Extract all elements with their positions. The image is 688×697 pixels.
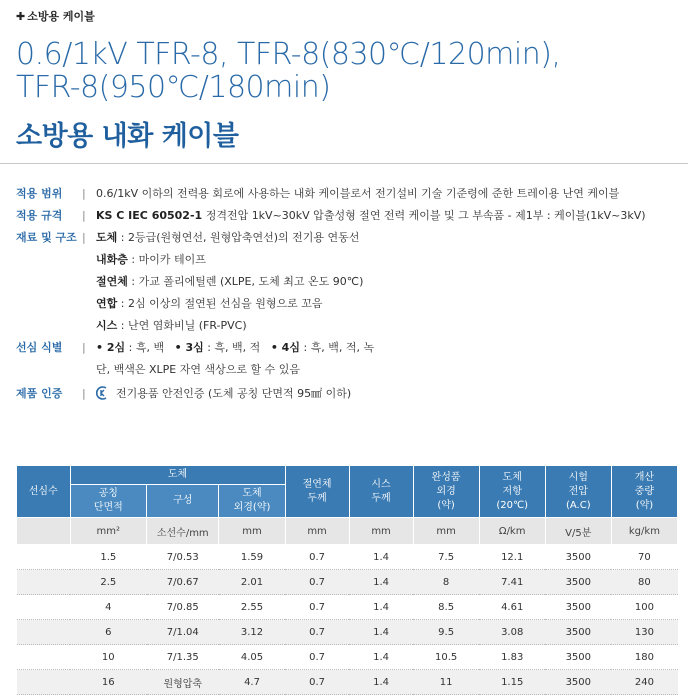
table-cell: 3500 xyxy=(545,570,611,595)
standard-code: KS C IEC 60502-1 xyxy=(96,209,203,222)
breadcrumb-label: 소방용 케이블 xyxy=(27,10,95,23)
table-cell: 0.7 xyxy=(285,670,349,695)
table-cell: 3500 xyxy=(545,620,611,645)
table-cell: 80 xyxy=(611,570,677,595)
spec-table xyxy=(16,465,678,695)
table-cell: 8.5 xyxy=(413,595,479,620)
table-cell: 1.4 xyxy=(349,545,413,570)
table-cell: 7.5 xyxy=(413,545,479,570)
table-cell: 1.83 xyxy=(479,645,545,670)
table-cell xyxy=(17,545,71,570)
table-cell: 0.7 xyxy=(285,545,349,570)
table-cell: 3500 xyxy=(545,595,611,620)
table-cell: 1.4 xyxy=(349,620,413,645)
table-cell: 130 xyxy=(611,620,677,645)
table-cell: 0.7 xyxy=(285,595,349,620)
table-cell: 7/0.85 xyxy=(147,595,219,620)
core-note: 단, 백색은 XLPE 자연 색상으로 할 수 있음 xyxy=(96,363,300,376)
table-cell: 1.4 xyxy=(349,595,413,620)
table-row xyxy=(17,645,678,670)
table-cell xyxy=(17,645,71,670)
col-outer-dia: 완성품 외경 (약) xyxy=(413,466,479,518)
spec-label: 재료 및 구조 xyxy=(16,231,77,244)
table-cell: 4.7 xyxy=(219,670,285,695)
table-cell: 7.41 xyxy=(479,570,545,595)
spec-material: 재료 및 구조 | 도체 : 2등급(원형연선, 원형압축연선)의 전기용 연동선 xyxy=(16,227,676,249)
table-cell: 2.55 xyxy=(219,595,285,620)
table-cell: 1.4 xyxy=(349,645,413,670)
spec-label: 제품 인증 xyxy=(16,387,63,400)
spec-scope: 적용 범위 | 0.6/1kV 이하의 전력용 회로에 사용하는 내화 케이블로서 전기설비 기술 기준령에 준한 트레이용 난연 케이블 xyxy=(16,183,676,205)
table-cell xyxy=(17,570,71,595)
cert-text: 전기용품 안전인증 (도체 공칭 단면적 95㎟ 이하) xyxy=(116,387,352,400)
table-cell: 7/1.35 xyxy=(147,645,219,670)
table-cell: 3.12 xyxy=(219,620,285,645)
table-cell: 10 xyxy=(70,645,147,670)
table-row xyxy=(17,595,678,620)
spec-list: 적용 범위 | 0.6/1kV 이하의 전력용 회로에 사용하는 내화 케이블로서 전기설비 기술 기준령에 준한 트레이용 난연 케이블 적용 규격 | KS C IEC 60502-1 정격전압 1kV~30kV 압출성형 절연 전력 케이블 및 그 부속품 - 제1부 : 케이블(1kV~3kV) 재료 및 구조 | 도체 : 2등급(원형연선, 원형압축연선)의 전기용 연동선 내화층 : 마이카 테이프 절연체 : 가교 폴리에틸렌 (XLPE, 도체 최고 온도 90℃) 연합 : 2심 이상의 절연된 선심을 원형으로 꼬음 시스 : 난연 염화비닐 (FR-PVC) 선심 식별 | • 2심 : 흑, 백 • 3심 : 흑, 백, 적 • 4심 : 흑, 백, 적, 녹 단, 백색은 XLPE 자연 색상으로 할 수 있음 제품 인증 | 전기용품 안전인증 (도체 공칭 단면적 95㎟ 이하) xyxy=(16,183,676,405)
table-cell: 2.01 xyxy=(219,570,285,595)
table-cell: 4 xyxy=(70,595,147,620)
table-cell: 8 xyxy=(413,570,479,595)
table-cell: 100 xyxy=(611,595,677,620)
table-cell: 3500 xyxy=(545,670,611,695)
spec-standard: 적용 규격 | KS C IEC 60502-1 정격전압 1kV~30kV 압출성형 절연 전력 케이블 및 그 부속품 - 제1부 : 케이블(1kV~3kV) xyxy=(16,205,676,227)
kc-mark-icon xyxy=(96,386,110,400)
table-cell: 0.7 xyxy=(285,645,349,670)
table-cell: 2.5 xyxy=(70,570,147,595)
table-row xyxy=(17,620,678,645)
spec-label: 적용 범위 xyxy=(16,187,63,200)
table-cell: 3500 xyxy=(545,645,611,670)
col-sheath: 시스 두께 xyxy=(349,466,413,518)
col-area: 공칭 단면적 xyxy=(70,485,147,518)
table-cell: 6 xyxy=(70,620,147,645)
page-title xyxy=(16,38,561,104)
divider xyxy=(0,163,688,164)
col-resistance: 도체 저항 (20℃) xyxy=(479,466,545,518)
table-cell: 12.1 xyxy=(479,545,545,570)
table-cell: 3500 xyxy=(545,545,611,570)
table-cell: 10.5 xyxy=(413,645,479,670)
table-cell: 0.7 xyxy=(285,570,349,595)
table-cell: 원형압축 xyxy=(147,670,219,695)
table-cell: 1.15 xyxy=(479,670,545,695)
table-row xyxy=(17,545,678,570)
unit-row: mm² 소선수/mm mm mm mm mm Ω/km V/5분 kg/km xyxy=(17,518,678,545)
table-cell: 0.7 xyxy=(285,620,349,645)
table-row xyxy=(17,570,678,595)
table-cell: 1.4 xyxy=(349,670,413,695)
table-cell: 180 xyxy=(611,645,677,670)
spec-value: KS C IEC 60502-1 정격전압 1kV~30kV 압출성형 절연 전력 케이블 및 그 부속품 - 제1부 : 케이블(1kV~3kV) xyxy=(96,209,646,222)
spec-label: 적용 규격 xyxy=(16,209,63,222)
table-body xyxy=(17,545,678,695)
table-cell: 9.5 xyxy=(413,620,479,645)
col-cond-dia: 도체 외경(약) xyxy=(219,485,285,518)
spec-value: 0.6/1kV 이하의 전력용 회로에 사용하는 내화 케이블로서 전기설비 기술 기준령에 준한 트레이용 난연 케이블 xyxy=(96,187,620,200)
table-cell: 4.61 xyxy=(479,595,545,620)
col-weight: 개산 중량 (약) xyxy=(611,466,677,518)
table-cell: 1.4 xyxy=(349,570,413,595)
table-cell: 7/1.04 xyxy=(147,620,219,645)
table-cell xyxy=(17,620,71,645)
title-line-1: 0.6/1kV TFR-8, TFR-8(830℃/120min), xyxy=(16,37,561,72)
table-cell: 3.08 xyxy=(479,620,545,645)
plus-icon: ✚ xyxy=(16,10,26,23)
table-cell xyxy=(17,670,71,695)
col-config: 구성 xyxy=(147,485,219,518)
col-test-voltage: 시험 전압 (A.C) xyxy=(545,466,611,518)
table-row xyxy=(17,670,678,695)
table-cell: 16 xyxy=(70,670,147,695)
table-cell xyxy=(17,595,71,620)
table-cell: 7/0.53 xyxy=(147,545,219,570)
table-cell: 4.05 xyxy=(219,645,285,670)
table-cell: 11 xyxy=(413,670,479,695)
table-cell: 1.59 xyxy=(219,545,285,570)
spec-label: 선심 식별 xyxy=(16,341,63,354)
table-cell: 240 xyxy=(611,670,677,695)
page-subtitle: 소방용 내화 케이블 xyxy=(16,121,239,152)
spec-core: 선심 식별 | • 2심 : 흑, 백 • 3심 : 흑, 백, 적 • 4심 : 흑, 백, 적, 녹 xyxy=(16,337,676,359)
col-insulation: 절연체 두께 xyxy=(285,466,349,518)
table-cell: 70 xyxy=(611,545,677,570)
breadcrumb xyxy=(16,8,95,24)
spec-cert: 제품 인증 | 전기용품 안전인증 (도체 공칭 단면적 95㎟ 이하) xyxy=(16,383,676,405)
table-cell: 7/0.67 xyxy=(147,570,219,595)
title-line-2: TFR-8(950℃/180min) xyxy=(16,70,331,105)
col-conductor-group: 도체 xyxy=(70,466,285,485)
table-cell: 1.5 xyxy=(70,545,147,570)
col-cores: 선심수 xyxy=(17,466,71,518)
